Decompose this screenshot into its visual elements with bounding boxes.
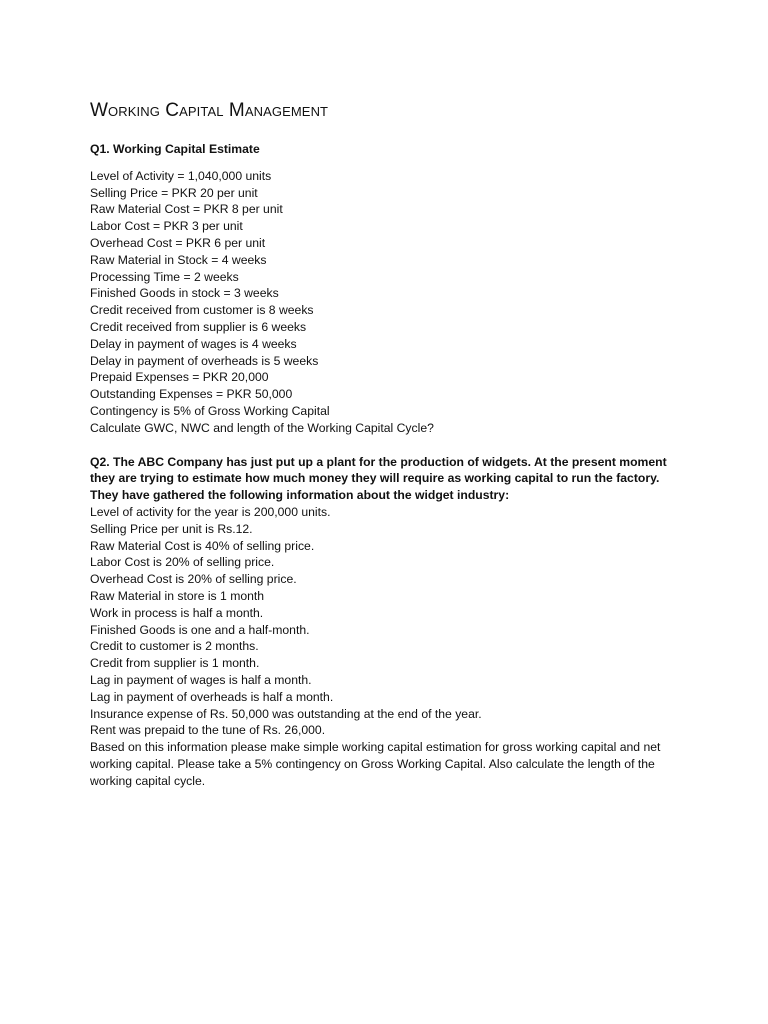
q2-closing: Based on this information please make simple working capital estimation for gross working capital and net working capital. Please take a 5% contingency on Gross Working Capital. Also calculate the length of the working capital cycle. (90, 740, 661, 788)
q1-line: Raw Material Cost = PKR 8 per unit (90, 202, 283, 217)
q2-line: Selling Price per unit is Rs.12. (90, 521, 253, 536)
q1-line: Labor Cost = PKR 3 per unit (90, 219, 243, 234)
q1-line: Credit received from customer is 8 weeks (90, 303, 314, 318)
document-title: Working Capital Management (90, 100, 329, 121)
q2-line: Work in process is half a month. (90, 605, 264, 620)
q1-line: Delay in payment of overheads is 5 weeks (90, 353, 319, 368)
q1-line: Selling Price = PKR 20 per unit (90, 185, 258, 200)
question-2 (90, 454, 690, 790)
q1-list (90, 168, 690, 437)
q1-line: Prepaid Expenses = PKR 20,000 (90, 370, 269, 385)
q2-line: Rent was prepaid to the tune of Rs. 26,000. (90, 723, 326, 738)
q2-line: Overhead Cost is 20% of selling price. (90, 572, 297, 587)
q2-line: Finished Goods is one and a half-month. (90, 622, 310, 637)
q1-line: Processing Time = 2 weeks (90, 269, 239, 284)
q2-list (90, 504, 690, 739)
q1-line: Level of Activity = 1,040,000 units (90, 168, 272, 183)
q1-line: Outstanding Expenses = PKR 50,000 (90, 387, 293, 402)
q1-heading: Q1. Working Capital Estimate (90, 142, 260, 156)
q1-line: Credit received from supplier is 6 weeks (90, 319, 307, 334)
q2-line: Insurance expense of Rs. 50,000 was outstanding at the end of the year. (90, 706, 482, 721)
q2-line: Credit to customer is 2 months. (90, 639, 259, 654)
q2-line: Credit from supplier is 1 month. (90, 656, 260, 671)
q2-intro: Q2. The ABC Company has just put up a plant for the production of widgets. At the present moment they are trying to estimate how much money they will require as working capital to run the factory. They have gathered the following information about the widget industry: (90, 454, 667, 503)
q2-line: Lag in payment of wages is half a month. (90, 672, 312, 687)
document-page (90, 96, 690, 789)
q2-line: Raw Material Cost is 40% of selling price. (90, 538, 315, 553)
q1-line: Calculate GWC, NWC and length of the Working Capital Cycle? (90, 420, 434, 435)
q1-line: Delay in payment of wages is 4 weeks (90, 336, 297, 351)
q2-line: Level of activity for the year is 200,000 units. (90, 504, 331, 519)
q1-line: Overhead Cost = PKR 6 per unit (90, 235, 266, 250)
q1-line: Contingency is 5% of Gross Working Capital (90, 403, 330, 418)
q1-line: Finished Goods in stock = 3 weeks (90, 286, 279, 301)
q2-line: Raw Material in store is 1 month (90, 588, 265, 603)
question-1 (90, 141, 690, 437)
q2-line: Lag in payment of overheads is half a month. (90, 689, 334, 704)
q1-line: Raw Material in Stock = 4 weeks (90, 252, 267, 267)
q2-line: Labor Cost is 20% of selling price. (90, 555, 275, 570)
